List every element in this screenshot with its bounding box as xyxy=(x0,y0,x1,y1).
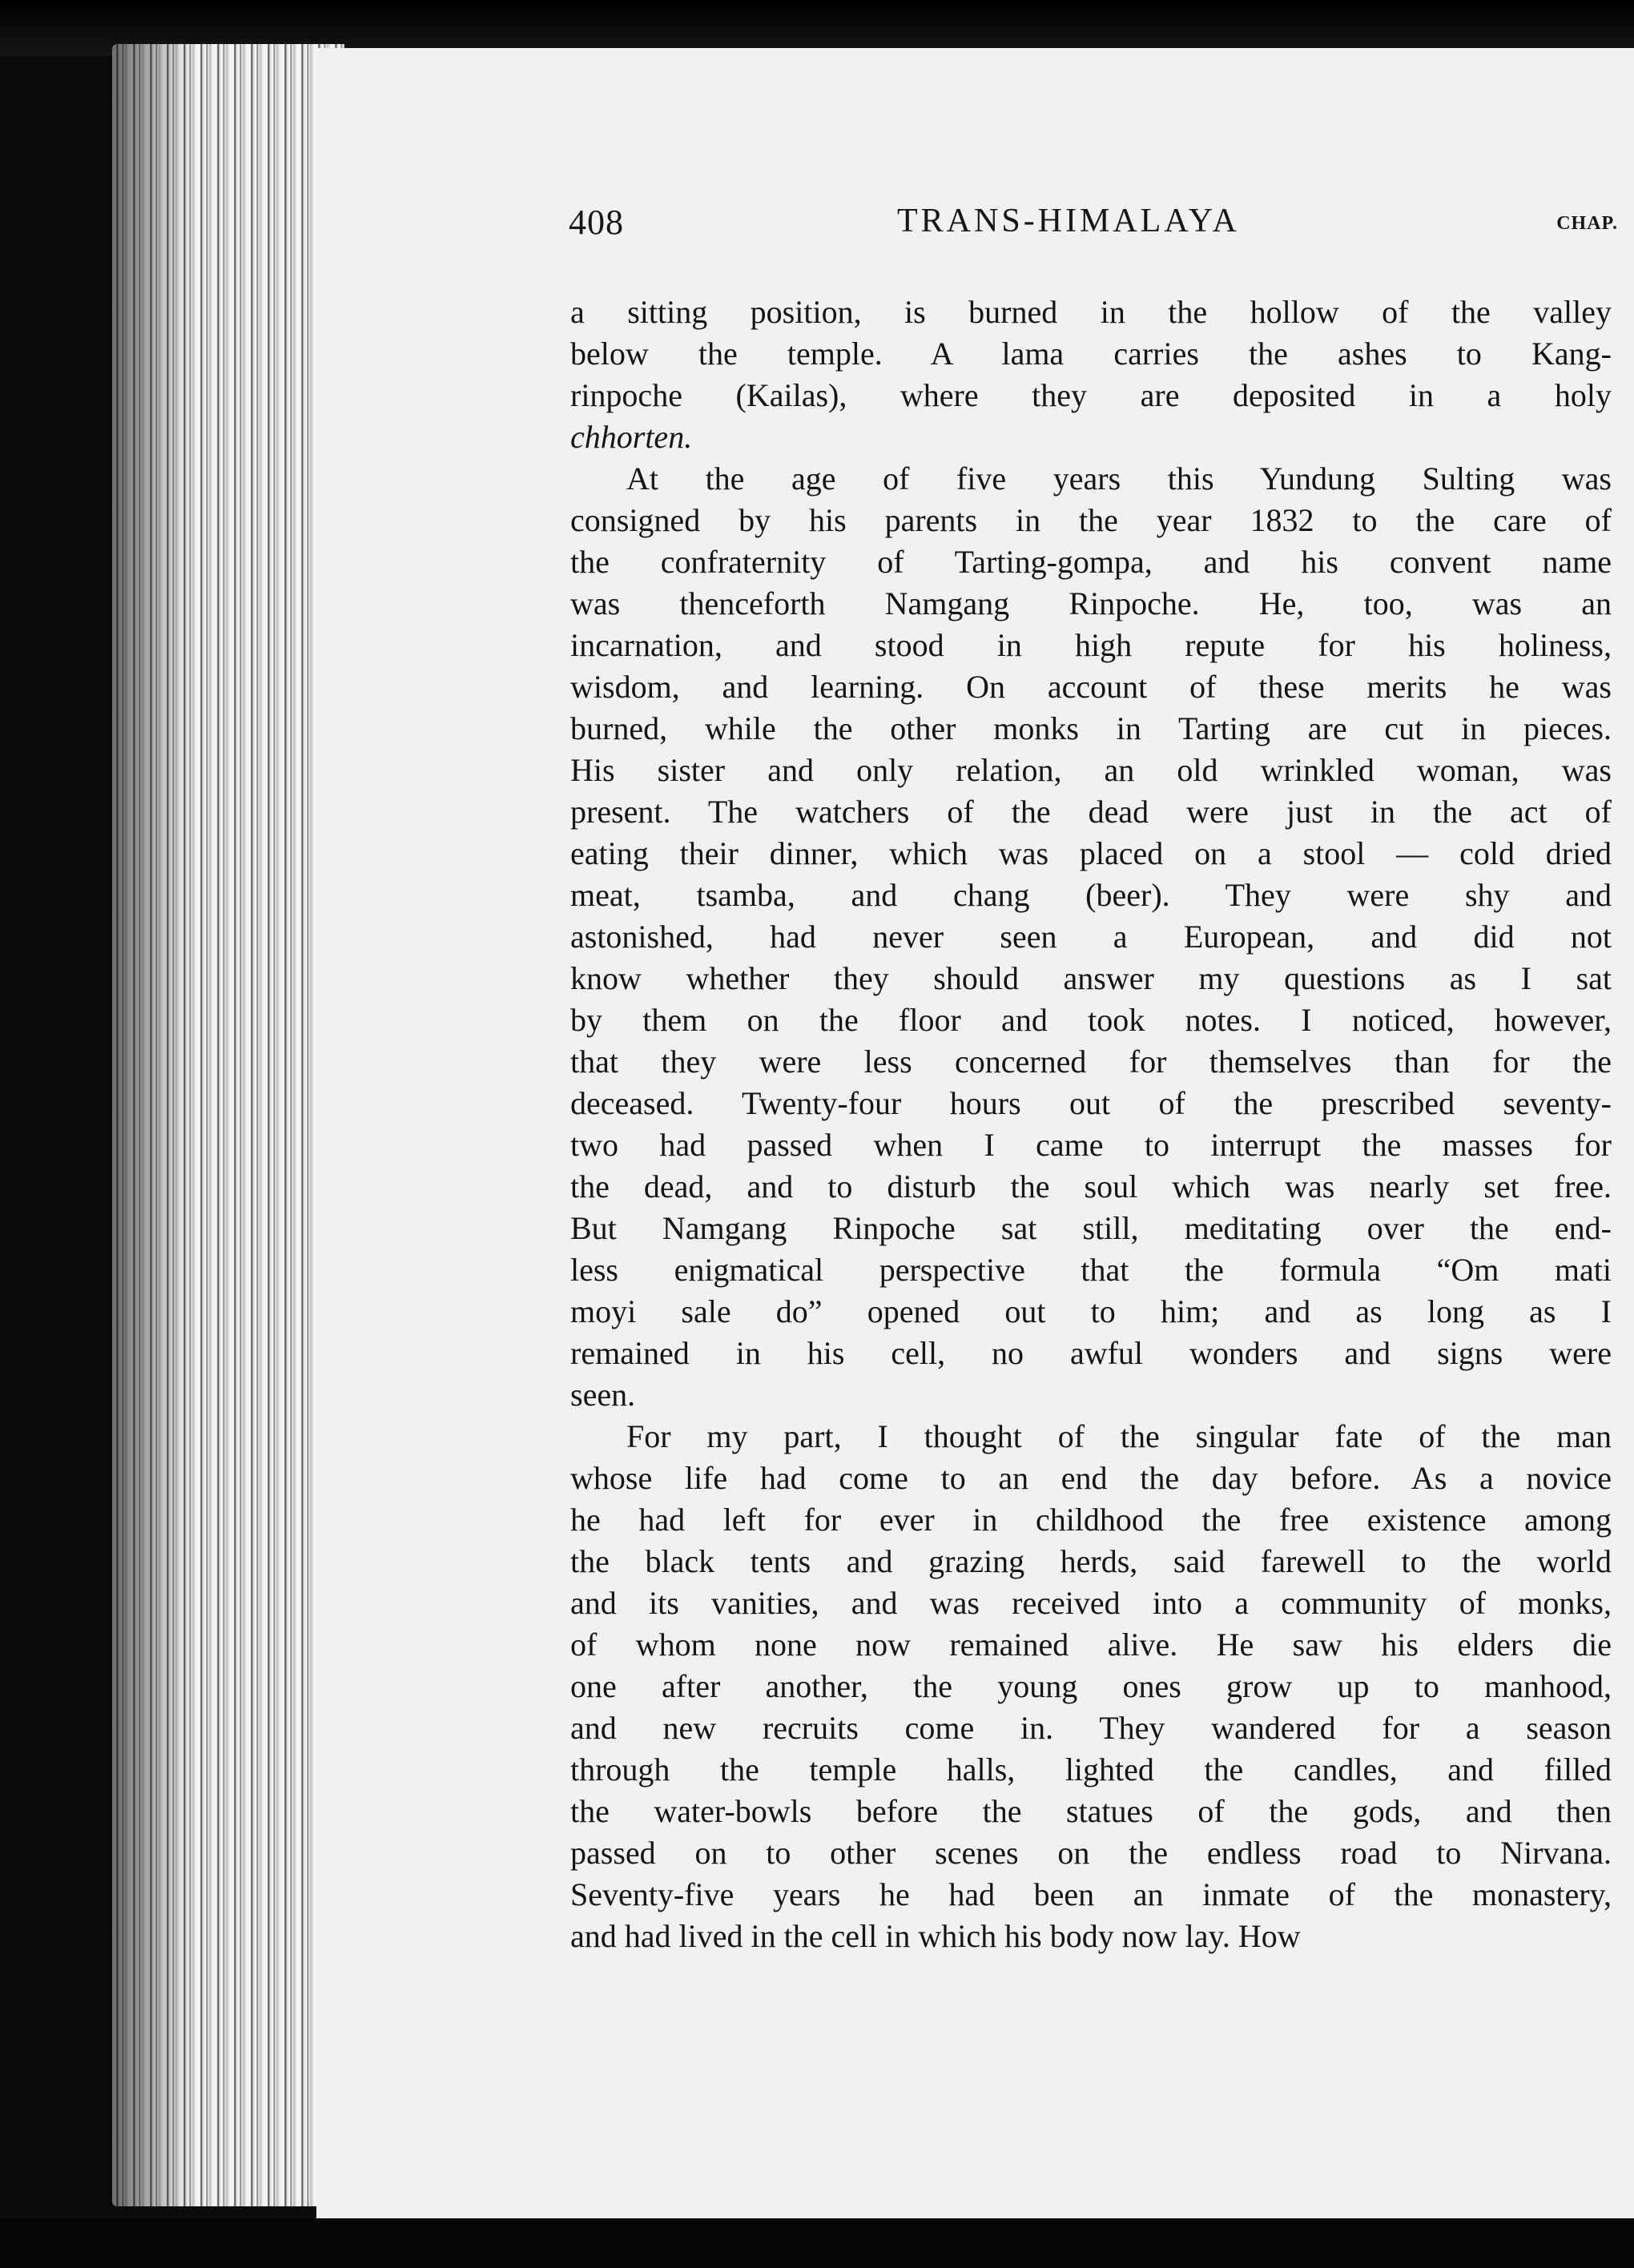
text-line: and new recruits come in. They wandered for a season xyxy=(570,1710,1612,1746)
text-line: one after another, the young ones grow up to manhood, xyxy=(570,1668,1612,1704)
text-line: consigned by his parents in the year 1832 to the care of xyxy=(570,502,1612,538)
text-line: deceased. Twenty-four hours out of the prescribed seventy- xyxy=(570,1085,1612,1121)
text-line: the dead, and to disturb the soul which was nearly set free. xyxy=(570,1168,1612,1204)
text-line: the confraternity of Tarting-gompa, and his convent name xyxy=(570,544,1612,580)
text-line: passed on to other scenes on the endless road to Nirvana. xyxy=(570,1835,1612,1871)
text-line: below the temple. A lama carries the ashes to Kang- xyxy=(570,336,1612,372)
text-line: His sister and only relation, an old wrinkled woman, was xyxy=(570,752,1612,788)
text-line: the water-bowls before the statues of the gods, and then xyxy=(570,1793,1612,1829)
text-line: meat, tsamba, and chang (beer). They were shy and xyxy=(570,877,1612,913)
text-line: a sitting position, is burned in the hollow of the valley xyxy=(570,294,1612,330)
text-line: But Namgang Rinpoche sat still, meditating over the end- xyxy=(570,1210,1612,1246)
text-line: burned, while the other monks in Tarting are cut in pieces. xyxy=(570,710,1612,746)
text-line: less enigmatical perspective that the formula “Om mati xyxy=(570,1252,1612,1288)
book-title: TRANS-HIMALAYA xyxy=(897,203,1240,239)
text-line: through the temple halls, lighted the candles, and filled xyxy=(570,1751,1612,1787)
text-line: Seventy-five years he had been an inmate of the monastery, xyxy=(570,1876,1612,1912)
text-line: the black tents and grazing herds, said farewell to the world xyxy=(570,1543,1612,1579)
book-page-edges xyxy=(112,44,344,2206)
text-line: remained in his cell, no awful wonders and signs were xyxy=(570,1335,1612,1371)
text-line: and had lived in the cell in which his body now lay. How xyxy=(570,1918,1301,1954)
text-line: he had left for ever in childhood the free existence among xyxy=(570,1502,1612,1538)
text-line: rinpoche (Kailas), where they are deposited in a holy xyxy=(570,377,1612,413)
text-line: know whether they should answer my questions as I sat xyxy=(570,960,1612,996)
paragraph xyxy=(570,458,1612,1416)
text-line: seen. xyxy=(570,1377,636,1413)
text-line: moyi sale do” opened out to him; and as long as I xyxy=(570,1293,1612,1329)
paragraph xyxy=(570,1416,1612,1957)
text-line: two had passed when I came to interrupt the masses for xyxy=(570,1127,1612,1163)
text-line: chhorten. xyxy=(570,419,693,455)
text-line: whose life had come to an end the day before. As a novice xyxy=(570,1460,1612,1496)
text-line: eating their dinner, which was placed on a stool — cold dried xyxy=(570,835,1612,871)
text-line: astonished, had never seen a European, and did not xyxy=(570,919,1612,955)
text-line: present. The watchers of the dead were just in the act of xyxy=(570,794,1612,830)
text-line: At the age of five years this Yundung Sulting was xyxy=(626,460,1612,497)
text-line: by them on the floor and took notes. I noticed, however, xyxy=(570,1002,1612,1038)
text-line: incarnation, and stood in high repute for his holiness, xyxy=(570,627,1612,663)
text-line: and its vanities, and was received into a community of monks, xyxy=(570,1585,1612,1621)
chapter-label: CHAP. xyxy=(1556,213,1618,234)
scan-bottom-shadow xyxy=(0,2218,1634,2268)
body-text xyxy=(570,292,1612,1957)
text-line: For my part, I thought of the singular fate of the man xyxy=(626,1418,1612,1454)
page-number: 408 xyxy=(569,203,624,242)
text-line: of whom none now remained alive. He saw his elders die xyxy=(570,1627,1612,1663)
text-line: wisdom, and learning. On account of these merits he was xyxy=(570,669,1612,705)
text-line: was thenceforth Namgang Rinpoche. He, too, was an xyxy=(570,585,1612,621)
text-line: that they were less concerned for themselves than for the xyxy=(570,1044,1612,1080)
running-head xyxy=(569,202,1618,250)
paragraph xyxy=(570,292,1612,458)
